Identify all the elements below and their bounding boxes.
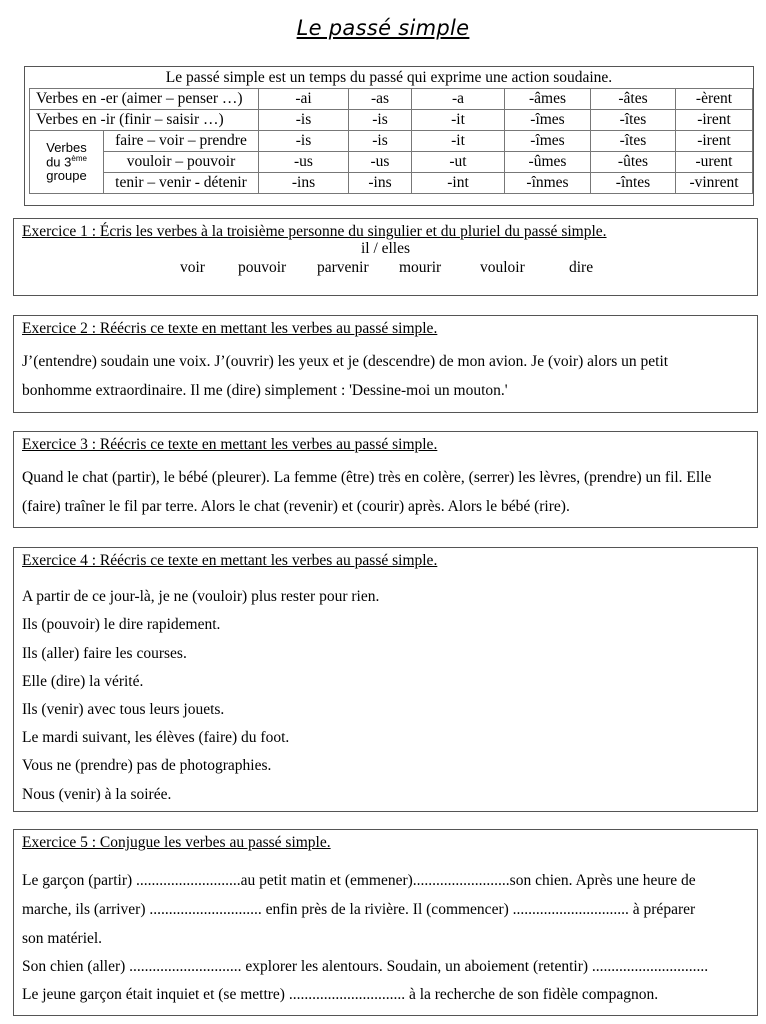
- ending-cell: -ûmes: [505, 152, 591, 173]
- ending-cell: -a: [412, 89, 505, 110]
- text-line: son matériel.: [22, 930, 103, 947]
- table-row: [30, 173, 753, 194]
- summary-table-box: [24, 66, 754, 206]
- ending-cell: -vinrent: [676, 173, 753, 194]
- group3-verbs: vouloir – pouvoir: [104, 152, 259, 173]
- group3-label-line1: Verbes: [46, 140, 87, 156]
- verb-item: voir: [180, 259, 205, 276]
- ending-cell: -întes: [591, 173, 676, 194]
- group3-label-line3: groupe: [46, 167, 87, 183]
- group3-label-text: du 3: [46, 154, 72, 170]
- text-line: Le mardi suivant, les élèves (faire) du foot.: [22, 729, 290, 746]
- exercise-4-title: Exercice 4 : Réécris ce texte en mettant les verbes au passé simple.: [22, 552, 438, 569]
- verb-item: mourir: [399, 259, 442, 276]
- table-row: [30, 89, 753, 110]
- page-title: Le passé simple: [296, 16, 470, 40]
- text-line: Vous ne (prendre) pas de photographies.: [22, 757, 272, 774]
- exercise-2-title: Exercice 2 : Réécris ce texte en mettant les verbes au passé simple.: [22, 320, 438, 337]
- text-line: Elle (dire) la vérité.: [22, 673, 144, 690]
- text-line: Le jeune garçon était inquiet et (se mettre) .............................. à la recherche de son fidèle compagnon.: [22, 986, 659, 1003]
- pronouns: il / elles: [360, 240, 411, 257]
- text-line: Ils (pouvoir) le dire rapidement.: [22, 616, 221, 633]
- text-line: bonhomme extraordinaire. Il me (dire) simplement : 'Dessine-moi un mouton.': [22, 382, 508, 399]
- ending-cell: -îtes: [591, 110, 676, 131]
- verb-item: pouvoir: [238, 259, 287, 276]
- text-line: (faire) traîner le fil par terre. Alors le chat (revenir) et (courir) après. Alors le bébé (rire).: [22, 498, 570, 515]
- row-label: Verbes en -ir (finir – saisir …): [30, 110, 259, 131]
- exercise-5-title: Exercice 5 : Conjugue les verbes au passé simple.: [22, 834, 331, 851]
- ending-cell: -âtes: [591, 89, 676, 110]
- group3-verbs: tenir – venir - détenir: [104, 173, 259, 194]
- ending-cell: -urent: [676, 152, 753, 173]
- group3-label-line2: [32, 155, 101, 169]
- ending-cell: -us: [259, 152, 349, 173]
- ending-cell: -int: [412, 173, 505, 194]
- exercise-1-title: Exercice 1 : Écris les verbes à la troisième personne du singulier et du pluriel du passé simple.: [22, 223, 607, 240]
- ending-cell: -ins: [349, 173, 412, 194]
- ending-cell: -us: [349, 152, 412, 173]
- ending-cell: -ins: [259, 173, 349, 194]
- text-line: A partir de ce jour-là, je ne (vouloir) plus rester pour rien.: [22, 588, 380, 605]
- ending-cell: -is: [349, 110, 412, 131]
- text-line: Nous (venir) à la soirée.: [22, 786, 172, 803]
- text-line: Le garçon (partir) ...........................au petit matin et (emmener).........................son chien. Après une heure de: [22, 872, 696, 889]
- exercise-4-box: [13, 547, 758, 812]
- ending-cell: -as: [349, 89, 412, 110]
- ending-cell: -ai: [259, 89, 349, 110]
- ending-cell: -irent: [676, 110, 753, 131]
- ending-cell: -ûtes: [591, 152, 676, 173]
- text-line: Ils (venir) avec tous leurs jouets.: [22, 701, 225, 718]
- exercise-3-box: [13, 431, 758, 528]
- group3-label: [30, 131, 104, 194]
- ending-cell: -is: [259, 110, 349, 131]
- ending-cell: -irent: [676, 131, 753, 152]
- table-row: [30, 152, 753, 173]
- exercise-2-box: [13, 315, 758, 413]
- exercise-1-box: [13, 218, 758, 296]
- text-line: Quand le chat (partir), le bébé (pleurer). La femme (être) très en colère, (serrer) les lèvres, (prendre) un fil. Elle: [22, 469, 712, 486]
- summary-intro: Le passé simple est un temps du passé qui exprime une action soudaine.: [165, 69, 613, 86]
- table-row: [30, 131, 753, 152]
- ending-cell: -înmes: [505, 173, 591, 194]
- row-label: Verbes en -er (aimer – penser …): [30, 89, 259, 110]
- ending-cell: -èrent: [676, 89, 753, 110]
- ending-cell: -îmes: [505, 131, 591, 152]
- ending-cell: -it: [412, 110, 505, 131]
- group3-verbs: faire – voir – prendre: [104, 131, 259, 152]
- verb-item: parvenir: [317, 259, 369, 276]
- conjugation-table: [29, 88, 753, 194]
- ending-cell: -ut: [412, 152, 505, 173]
- verb-item: vouloir: [480, 259, 525, 276]
- ending-cell: -it: [412, 131, 505, 152]
- group3-label-superscript: ème: [71, 154, 87, 164]
- text-line: marche, ils (arriver) ............................. enfin près de la rivière. Il (commencer) .............................. à préparer: [22, 901, 696, 918]
- ending-cell: -is: [349, 131, 412, 152]
- verb-item: dire: [569, 259, 594, 276]
- table-row: [30, 110, 753, 131]
- ending-cell: -îmes: [505, 110, 591, 131]
- text-line: Son chien (aller) ............................. explorer les alentours. Soudain, un aboiement (retentir) ..............................: [22, 958, 709, 975]
- ending-cell: -îtes: [591, 131, 676, 152]
- text-line: Ils (aller) faire les courses.: [22, 645, 187, 662]
- exercise-3-title: Exercice 3 : Réécris ce texte en mettant les verbes au passé simple.: [22, 436, 438, 453]
- exercise-5-box: [13, 829, 758, 1016]
- ending-cell: -âmes: [505, 89, 591, 110]
- text-line: J’(entendre) soudain une voix. J’(ouvrir) les yeux et je (descendre) de mon avion. Je (voir) alors un petit: [22, 353, 669, 370]
- ending-cell: -is: [259, 131, 349, 152]
